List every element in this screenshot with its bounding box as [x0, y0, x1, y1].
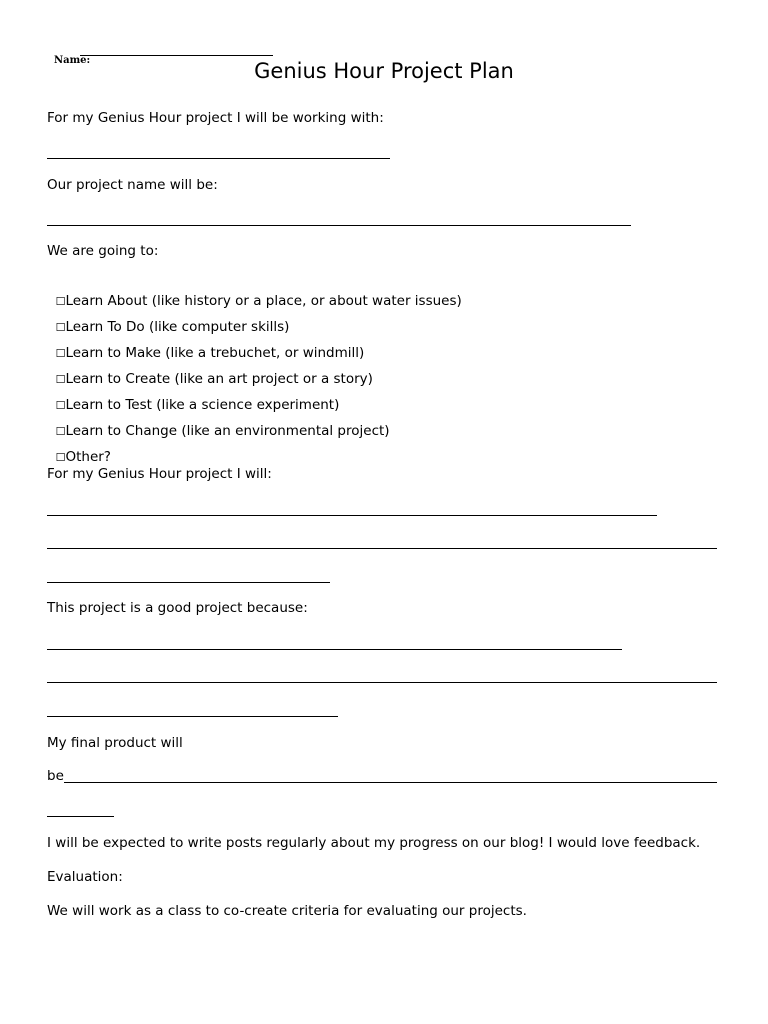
prompt-project-name: Our project name will be: — [47, 177, 218, 193]
prompt-final-product-be: be — [47, 768, 64, 784]
blank-final-product-1[interactable] — [64, 782, 717, 783]
checkbox-icon[interactable]: ☐ — [55, 399, 66, 412]
option-label: Learn To Do (like computer skills) — [65, 319, 290, 335]
blank-final-product-2[interactable] — [47, 816, 114, 817]
option-label: Learn to Make (like a trebuchet, or windmill) — [65, 345, 365, 361]
blank-i-will-2[interactable] — [47, 548, 717, 549]
checkbox-icon[interactable]: ☐ — [55, 321, 66, 334]
checkbox-icon[interactable]: ☐ — [55, 295, 66, 308]
page-title: Genius Hour Project Plan — [254, 59, 514, 83]
prompt-going-to: We are going to: — [47, 243, 159, 259]
blank-i-will-1[interactable] — [47, 515, 657, 516]
option-list-item[interactable] — [47, 433, 111, 466]
option-label: Learn to Create (like an art project or a story) — [65, 371, 373, 387]
blank-good-project-2[interactable] — [47, 682, 717, 683]
blank-working-with[interactable] — [47, 158, 390, 159]
option-label: Learn to Change (like an environmental project) — [65, 423, 390, 439]
blank-good-project-3[interactable] — [47, 716, 338, 717]
prompt-good-project: This project is a good project because: — [47, 600, 308, 616]
blank-i-will-3[interactable] — [47, 582, 330, 583]
evaluation-heading: Evaluation: — [47, 869, 123, 885]
option-label: Learn About (like history or a place, or about water issues) — [65, 293, 462, 309]
blank-project-name[interactable] — [47, 225, 631, 226]
evaluation-text: We will work as a class to co-create criteria for evaluating our projects. — [47, 903, 527, 919]
blank-good-project-1[interactable] — [47, 649, 622, 650]
checkbox-icon[interactable]: ☐ — [55, 347, 66, 360]
checkbox-icon[interactable]: ☐ — [55, 373, 66, 386]
checkbox-icon[interactable]: ☐ — [55, 451, 66, 464]
prompt-working-with: For my Genius Hour project I will be working with: — [47, 110, 384, 126]
name-label: Name: — [53, 55, 91, 66]
option-label: Other? — [65, 449, 111, 465]
prompt-final-product: My final product will — [47, 735, 183, 751]
option-label: Learn to Test (like a science experiment) — [65, 397, 340, 413]
blog-note: I will be expected to write posts regularly about my progress on our blog! I would love feedback. — [47, 835, 701, 851]
checkbox-icon[interactable]: ☐ — [55, 425, 66, 438]
name-blank[interactable] — [80, 55, 273, 56]
prompt-i-will: For my Genius Hour project I will: — [47, 466, 272, 482]
